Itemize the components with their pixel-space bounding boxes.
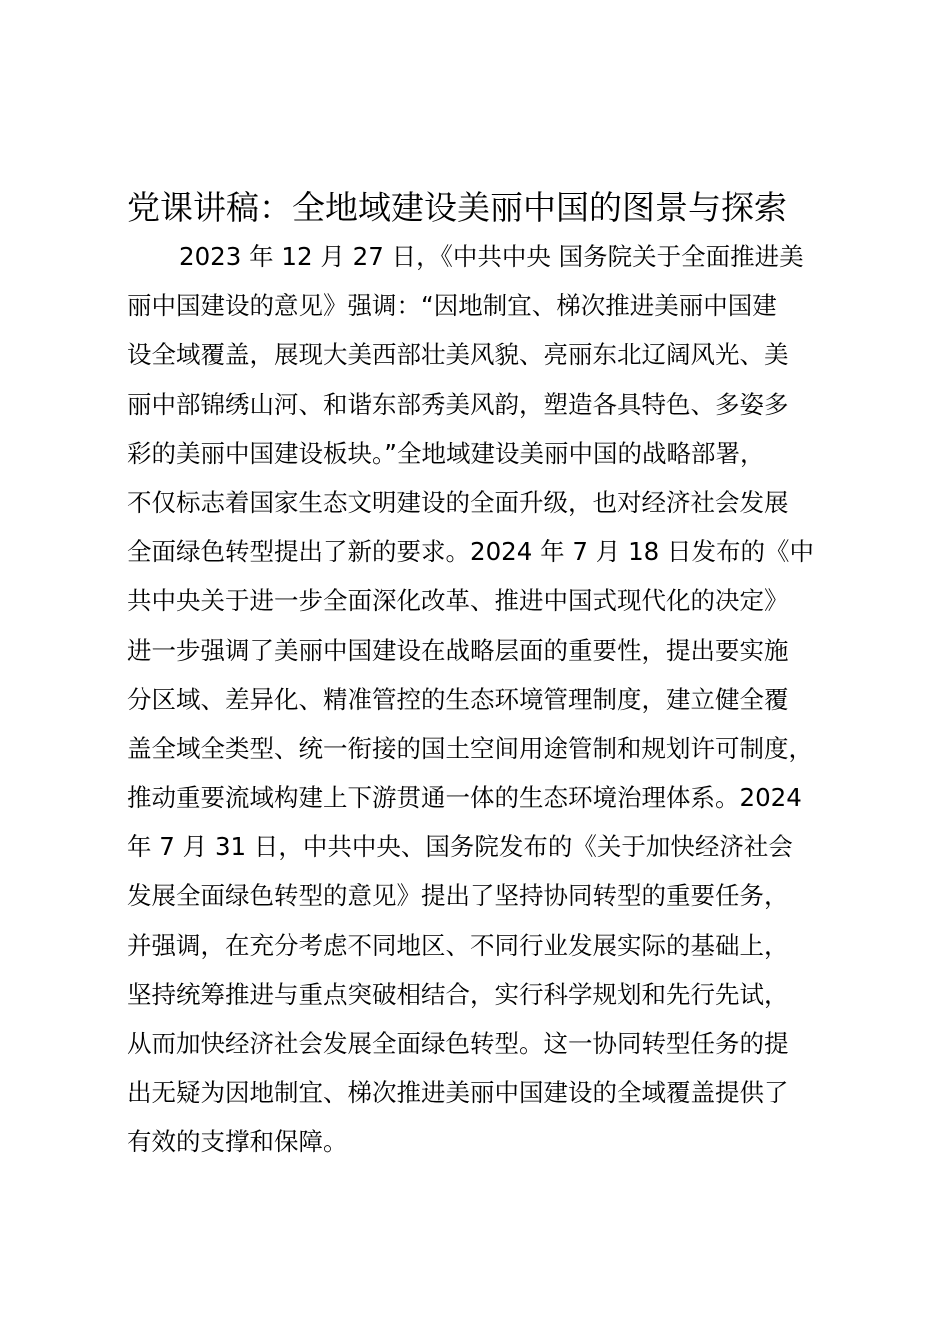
body-line: 盖全域全类型、统一衔接的国土空间用途管制和规划许可制度，: [127, 733, 813, 763]
body-line: 并强调，在充分考虑不同地区、不同行业发展实际的基础上，: [127, 930, 789, 960]
body-line: 有效的支撑和保障。: [127, 1127, 348, 1157]
body-line: 推动重要流域构建上下游贯通一体的生态环境治理体系。2024: [127, 783, 802, 813]
body-line: 出无疑为因地制宜、梯次推进美丽中国建设的全域覆盖提供了: [127, 1078, 789, 1108]
body-line: 分区域、差异化、精准管控的生态环境管理制度，建立健全覆: [127, 684, 789, 714]
document-title: 党课讲稿：全地域建设美丽中国的图景与探索: [127, 188, 787, 227]
body-line: 年 7 月 31 日，中共中央、国务院发布的《关于加快经济社会: [127, 832, 793, 862]
body-line: 共中央关于进一步全面深化改革、推进中国式现代化的决定》: [127, 586, 789, 616]
body-line: 坚持统筹推进与重点突破相结合，实行科学规划和先行先试，: [127, 979, 789, 1009]
document-body: [127, 232, 867, 1167]
body-line: 丽中国建设的意见》强调：“因地制宜、梯次推进美丽中国建: [127, 291, 777, 321]
body-line: 设全域覆盖，展现大美西部壮美风貌、亮丽东北辽阔风光、美: [127, 340, 789, 370]
body-line: 从而加快经济社会发展全面绿色转型。这一协同转型任务的提: [127, 1029, 789, 1058]
body-line: 全面绿色转型提出了新的要求。2024 年 7 月 18 日发布的《中: [127, 537, 815, 567]
body-line: 进一步强调了美丽中国建设在战略层面的重要性，提出要实施: [127, 635, 789, 665]
body-line: 不仅标志着国家生态文明建设的全面升级，也对经济社会发展: [127, 487, 789, 517]
body-line: 丽中部锦绣山河、和谐东部秀美风韵，塑造各具特色、多姿多: [127, 389, 789, 419]
body-line: 发展全面绿色转型的意见》提出了坚持协同转型的重要任务，: [127, 881, 789, 911]
body-line: 2023 年 12 月 27 日，《中共中央 国务院关于全面推进美: [179, 242, 804, 271]
body-line: 彩的美丽中国建设板块。”全地域建设美丽中国的战略部署，: [127, 438, 765, 468]
